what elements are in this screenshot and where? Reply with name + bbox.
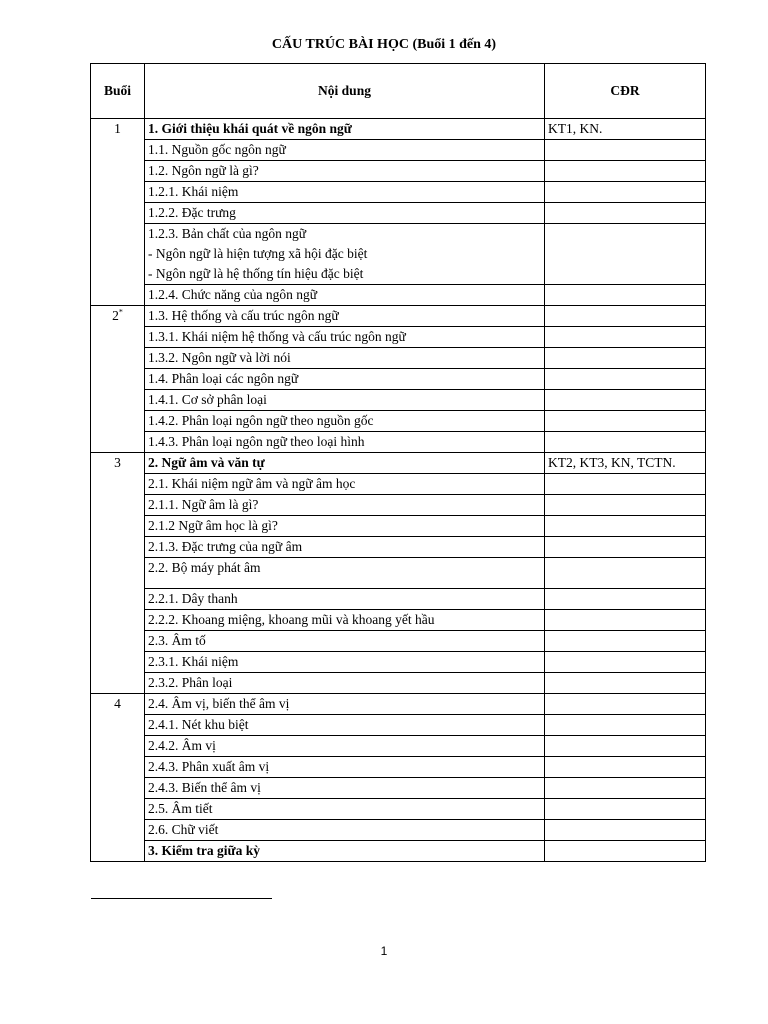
- outcome-cell: [545, 537, 706, 558]
- content-line: 2. Ngữ âm và văn tự: [148, 455, 265, 470]
- content-line: 2.2. Bộ máy phát âm: [148, 560, 261, 575]
- header-outcome: CĐR: [545, 64, 706, 119]
- table-row: [91, 182, 706, 203]
- content-cell: [145, 841, 545, 862]
- content-cell: [145, 224, 545, 285]
- content-line: 1.2. Ngôn ngữ là gì?: [148, 163, 259, 178]
- content-line: 1.2.3. Bản chất của ngôn ngữ: [148, 226, 307, 241]
- outcome-cell: [545, 327, 706, 348]
- table-row: [91, 736, 706, 757]
- content-cell: [145, 799, 545, 820]
- outcome-cell: [545, 757, 706, 778]
- outcome-cell: [545, 306, 706, 327]
- content-line: 1.3. Hệ thống và cấu trúc ngôn ngữ: [148, 308, 339, 323]
- outcome-cell: [545, 841, 706, 862]
- outcome-cell: [545, 516, 706, 537]
- footnote-separator: [91, 898, 272, 899]
- outcome-cell: [545, 411, 706, 432]
- outcome-cell: [545, 631, 706, 652]
- content-line: - Ngôn ngữ là hệ thống tín hiệu đặc biệt: [148, 266, 364, 281]
- content-cell: [145, 140, 545, 161]
- content-line: 1.3.1. Khái niệm hệ thống và cấu trúc ngôn ngữ: [148, 329, 406, 344]
- content-cell: [145, 306, 545, 327]
- content-line: 2.3. Âm tố: [148, 633, 206, 648]
- content-cell: [145, 673, 545, 694]
- outcome-cell: [545, 799, 706, 820]
- outcome-cell: [545, 161, 706, 182]
- table-row: [91, 652, 706, 673]
- table-row: [91, 474, 706, 495]
- session-label: 3: [114, 455, 121, 470]
- content-line: 1.4.1. Cơ sở phân loại: [148, 392, 267, 407]
- outcome-cell: [545, 778, 706, 799]
- content-line: 2.1.1. Ngữ âm là gì?: [148, 497, 259, 512]
- content-line: 2.4.2. Âm vị: [148, 738, 216, 753]
- content-cell: [145, 390, 545, 411]
- content-cell: [145, 558, 545, 589]
- content-line: 1.3.2. Ngôn ngữ và lời nói: [148, 350, 291, 365]
- table-row: [91, 327, 706, 348]
- content-line: 1.4.3. Phân loại ngôn ngữ theo loại hình: [148, 434, 365, 449]
- page-title: CẤU TRÚC BÀI HỌC (Buổi 1 đến 4): [271, 37, 497, 52]
- table-row: [91, 390, 706, 411]
- table-row: [91, 411, 706, 432]
- table-row: [91, 161, 706, 182]
- table-row: [91, 631, 706, 652]
- page-number: 1: [380, 944, 388, 958]
- content-line: 2.5. Âm tiết: [148, 801, 213, 816]
- table-row: [91, 306, 706, 327]
- outcome-cell: [545, 203, 706, 224]
- session-label: 2: [112, 308, 119, 323]
- content-cell: [145, 119, 545, 140]
- outcome-cell: [545, 820, 706, 841]
- content-cell: [145, 348, 545, 369]
- table-row: [91, 119, 706, 140]
- outcome-cell: [545, 673, 706, 694]
- outcome-cell: [545, 224, 706, 285]
- content-line: - Ngôn ngữ là hiện tượng xã hội đặc biệt: [148, 246, 368, 261]
- outcome-cell: [545, 285, 706, 306]
- footnote-marker: *: [118, 307, 123, 317]
- content-line: 2.1.3. Đặc trưng của ngữ âm: [148, 539, 303, 554]
- content-cell: [145, 453, 545, 474]
- content-cell: [145, 327, 545, 348]
- content-line: 2.1. Khái niệm ngữ âm và ngữ âm học: [148, 476, 356, 491]
- table-body: [91, 119, 706, 862]
- table-row: [91, 537, 706, 558]
- table-row: [91, 558, 706, 589]
- content-cell: [145, 736, 545, 757]
- content-line: 1. Giới thiệu khái quát về ngôn ngữ: [148, 121, 352, 136]
- outcome-cell: KT1, KN.: [545, 119, 706, 140]
- content-cell: [145, 694, 545, 715]
- table-row: [91, 516, 706, 537]
- table-row: [91, 285, 706, 306]
- outcome-cell: KT2, KT3, KN, TCTN.: [545, 453, 706, 474]
- content-line: 2.6. Chữ viết: [148, 822, 219, 837]
- table-row: [91, 453, 706, 474]
- content-cell: [145, 182, 545, 203]
- outcome-cell: [545, 432, 706, 453]
- content-line: 2.1.2 Ngữ âm học là gì?: [148, 518, 278, 533]
- outcome-cell: [545, 652, 706, 673]
- table-row: [91, 694, 706, 715]
- content-line: 2.2.2. Khoang miệng, khoang mũi và khoang yết hầu: [148, 612, 435, 627]
- content-line: 2.2.1. Dây thanh: [148, 591, 238, 606]
- table-row: [91, 589, 706, 610]
- outcome-cell: [545, 474, 706, 495]
- content-cell: [145, 474, 545, 495]
- table-row: [91, 224, 706, 285]
- lesson-structure-table: [90, 63, 706, 862]
- session-label: 4: [114, 696, 121, 711]
- header-content: Nội dung: [145, 64, 545, 119]
- outcome-cell: [545, 715, 706, 736]
- outcome-cell: [545, 140, 706, 161]
- outcome-cell: [545, 589, 706, 610]
- table-row: [91, 778, 706, 799]
- content-cell: [145, 516, 545, 537]
- outcome-cell: [545, 694, 706, 715]
- content-cell: [145, 495, 545, 516]
- table-row: [91, 348, 706, 369]
- content-cell: [145, 432, 545, 453]
- table-row: [91, 715, 706, 736]
- content-line: 2.4. Âm vị, biến thể âm vị: [148, 696, 290, 711]
- table-row: [91, 820, 706, 841]
- content-line: 2.4.3. Biến thể âm vị: [148, 780, 261, 795]
- table-row: [91, 610, 706, 631]
- content-cell: [145, 757, 545, 778]
- content-cell: [145, 161, 545, 182]
- outcome-cell: [545, 390, 706, 411]
- session-number: [91, 453, 145, 694]
- content-line: 1.1. Nguồn gốc ngôn ngữ: [148, 142, 286, 157]
- content-cell: [145, 537, 545, 558]
- content-cell: [145, 369, 545, 390]
- content-cell: [145, 820, 545, 841]
- session-label: 1: [114, 121, 121, 136]
- outcome-cell: [545, 495, 706, 516]
- outcome-cell: [545, 182, 706, 203]
- outcome-cell: [545, 610, 706, 631]
- table-row: [91, 369, 706, 390]
- session-number: [91, 119, 145, 306]
- content-line: 1.2.1. Khái niệm: [148, 184, 239, 199]
- outcome-cell: [545, 348, 706, 369]
- table-row: [91, 203, 706, 224]
- content-cell: [145, 610, 545, 631]
- content-line: 2.4.3. Phân xuất âm vị: [148, 759, 270, 774]
- content-line: 1.2.2. Đặc trưng: [148, 205, 236, 220]
- content-line: 1.4. Phân loại các ngôn ngữ: [148, 371, 299, 386]
- session-number: [91, 694, 145, 862]
- table-row: [91, 757, 706, 778]
- content-line: 1.4.2. Phân loại ngôn ngữ theo nguồn gốc: [148, 413, 374, 428]
- content-line: 2.3.2. Phân loại: [148, 675, 233, 690]
- outcome-cell: [545, 369, 706, 390]
- table-row: [91, 140, 706, 161]
- outcome-cell: [545, 558, 706, 589]
- session-number: [91, 306, 145, 453]
- content-line: 1.2.4. Chức năng của ngôn ngữ: [148, 287, 318, 302]
- header-session: Buổi: [91, 64, 145, 119]
- table-row: [91, 673, 706, 694]
- table-header-row: [91, 64, 706, 119]
- table-row: [91, 799, 706, 820]
- content-cell: [145, 589, 545, 610]
- outcome-cell: [545, 736, 706, 757]
- content-cell: [145, 778, 545, 799]
- table-row: [91, 495, 706, 516]
- content-line: 2.4.1. Nét khu biệt: [148, 717, 249, 732]
- content-cell: [145, 631, 545, 652]
- content-cell: [145, 411, 545, 432]
- content-cell: [145, 652, 545, 673]
- content-cell: [145, 203, 545, 224]
- content-line: 2.3.1. Khái niệm: [148, 654, 239, 669]
- content-cell: [145, 715, 545, 736]
- table-row: [91, 432, 706, 453]
- content-cell: [145, 285, 545, 306]
- content-line: 3. Kiểm tra giữa kỳ: [148, 843, 260, 858]
- table-row: [91, 841, 706, 862]
